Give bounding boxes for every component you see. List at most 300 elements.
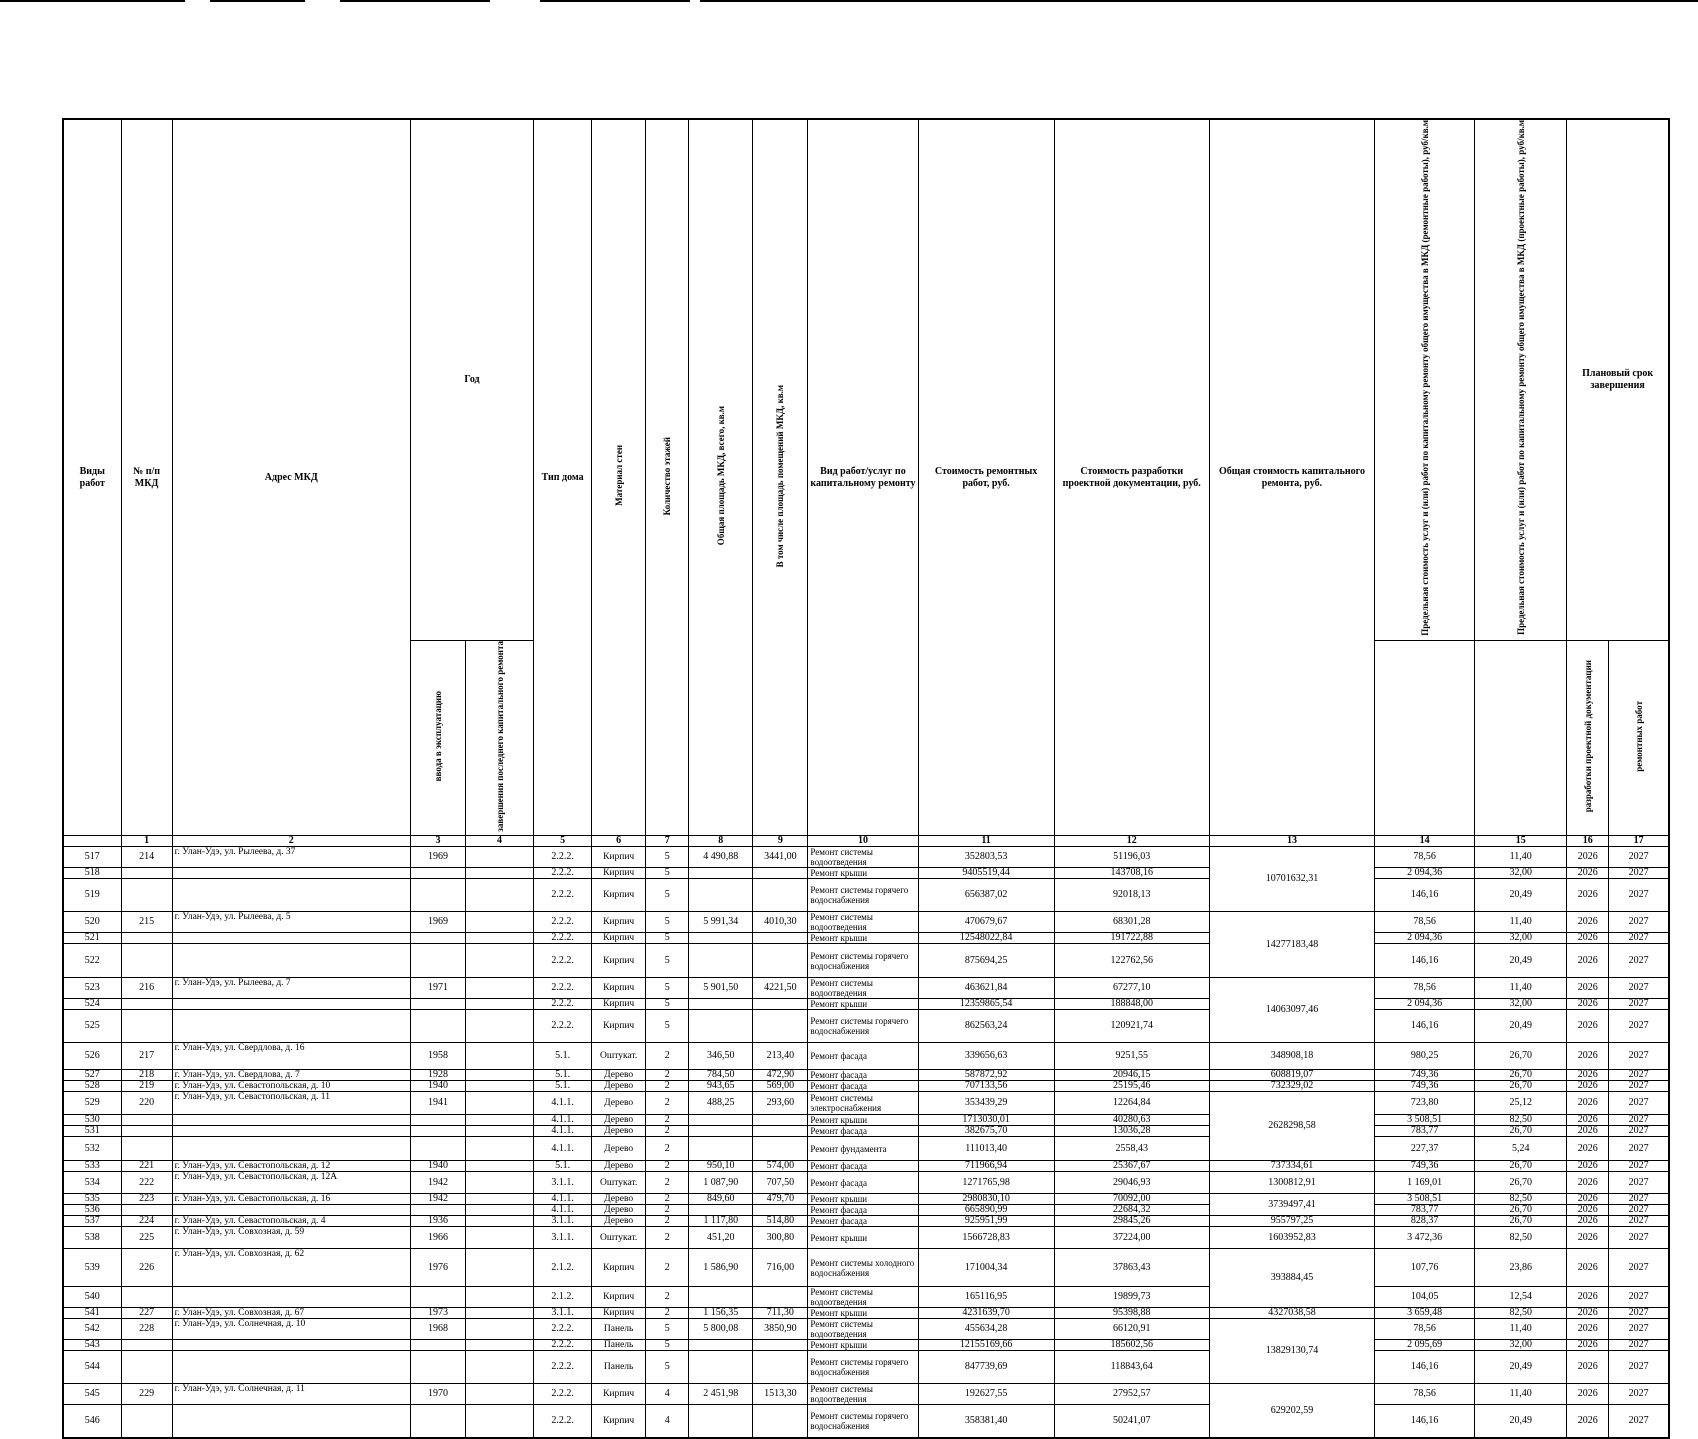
cell-repair-cost: 12359865,54	[918, 999, 1054, 1010]
cell-address: г. Улан-Удэ, ул. Севастопольская, д. 11	[172, 1092, 410, 1115]
cell-address	[172, 1126, 410, 1137]
cell-total-cost: 955797,25	[1209, 1216, 1374, 1227]
cell-mkd-number	[121, 1287, 172, 1308]
cell-house-type: 3.1.1.	[534, 1172, 592, 1194]
cell-work-id: 525	[63, 1010, 121, 1043]
cell-repair-cost: 382675,70	[918, 1126, 1054, 1137]
cell-repair-cost: 707133,56	[918, 1081, 1054, 1092]
cell-term-repair: 2027	[1609, 1137, 1669, 1161]
cell-premises-area: 472,90	[753, 1070, 808, 1081]
cell-mkd-number	[121, 1351, 172, 1384]
cell-work-id: 543	[63, 1340, 121, 1351]
cell-limit-design: 20,49	[1475, 1351, 1567, 1384]
cell-design-cost: 120921,74	[1054, 1010, 1209, 1043]
cell-design-cost: 19899,73	[1054, 1287, 1209, 1308]
cell-floors: 2	[646, 1249, 689, 1287]
table-row	[63, 868, 1669, 879]
table-row	[63, 999, 1669, 1010]
cell-work-kind: Ремонт крыши	[808, 1115, 918, 1126]
cell-term-repair: 2027	[1609, 1405, 1669, 1438]
cell-work-id: 532	[63, 1137, 121, 1161]
cell-year-last-repair	[465, 944, 533, 978]
cell-limit-repair: 3 472,36	[1375, 1227, 1475, 1249]
cell-term-repair: 2027	[1609, 1216, 1669, 1227]
cell-total-cost: 14277183,48	[1209, 912, 1374, 978]
cell-wall-material: Дерево	[592, 1126, 646, 1137]
cell-work-id: 544	[63, 1351, 121, 1384]
cell-work-id: 545	[63, 1384, 121, 1405]
cell-work-id: 527	[63, 1070, 121, 1081]
cell-total-area	[689, 1115, 753, 1126]
cell-year-last-repair	[465, 1216, 533, 1227]
cell-repair-cost: 711966,94	[918, 1161, 1054, 1172]
cell-premises-area	[753, 1351, 808, 1384]
cell-address	[172, 1010, 410, 1043]
cell-year-last-repair	[465, 1043, 533, 1070]
cell-year-last-repair	[465, 978, 533, 999]
cell-limit-repair: 78,56	[1375, 978, 1475, 999]
cell-floors: 2	[646, 1227, 689, 1249]
cell-premises-area	[753, 1126, 808, 1137]
table-body	[63, 847, 1669, 1438]
table-row	[63, 847, 1669, 868]
cell-term-repair: 2027	[1609, 1287, 1669, 1308]
cell-premises-area: 716,00	[753, 1249, 808, 1287]
cell-design-cost: 20946,15	[1054, 1070, 1209, 1081]
cell-mkd-number: 220	[121, 1092, 172, 1115]
cell-term-design: 2026	[1567, 912, 1609, 933]
cell-limit-design: 5,24	[1475, 1137, 1567, 1161]
cell-mkd-number: 215	[121, 912, 172, 933]
cell-mkd-number	[121, 1115, 172, 1126]
cell-year-last-repair	[465, 1249, 533, 1287]
column-number: 13	[1209, 836, 1374, 847]
cell-term-design: 2026	[1567, 933, 1609, 944]
cell-mkd-number: 219	[121, 1081, 172, 1092]
table-row	[63, 912, 1669, 933]
cell-premises-area: 3441,00	[753, 847, 808, 868]
cell-repair-cost: 470679,67	[918, 912, 1054, 933]
cell-year-built: 1971	[410, 978, 465, 999]
cell-term-repair: 2027	[1609, 978, 1669, 999]
cell-address	[172, 1351, 410, 1384]
cell-mkd-number	[121, 1205, 172, 1216]
cell-premises-area: 1513,30	[753, 1384, 808, 1405]
cell-work-id: 533	[63, 1161, 121, 1172]
cell-term-design: 2026	[1567, 1010, 1609, 1043]
cell-floors: 2	[646, 1172, 689, 1194]
cell-total-area	[689, 1010, 753, 1043]
cell-address: г. Улан-Удэ, ул. Свердлова, д. 16	[172, 1043, 410, 1070]
cell-term-design: 2026	[1567, 1172, 1609, 1194]
cell-total-area	[689, 944, 753, 978]
cell-premises-area: 3850,90	[753, 1319, 808, 1340]
cell-address	[172, 999, 410, 1010]
cell-floors: 2	[646, 1194, 689, 1205]
cell-year-last-repair	[465, 847, 533, 868]
cell-address: г. Улан-Удэ, ул. Солнечная, д. 11	[172, 1384, 410, 1405]
cell-year-built	[410, 1287, 465, 1308]
cell-design-cost: 191722,88	[1054, 933, 1209, 944]
cell-mkd-number: 223	[121, 1194, 172, 1205]
cell-work-kind: Ремонт системы горячего водоснабжения	[808, 1405, 918, 1438]
cell-work-id: 520	[63, 912, 121, 933]
cell-design-cost: 185602,56	[1054, 1340, 1209, 1351]
cell-repair-cost: 665890,99	[918, 1205, 1054, 1216]
cell-repair-cost: 353439,29	[918, 1092, 1054, 1115]
column-number: 12	[1054, 836, 1209, 847]
cell-house-type: 2.2.2.	[534, 944, 592, 978]
cell-term-design: 2026	[1567, 1092, 1609, 1115]
cell-house-type: 2.2.2.	[534, 1384, 592, 1405]
cell-work-id: 530	[63, 1115, 121, 1126]
cell-year-built	[410, 1126, 465, 1137]
cell-mkd-number: 225	[121, 1227, 172, 1249]
cell-floors: 2	[646, 1092, 689, 1115]
cell-premises-area: 479,70	[753, 1194, 808, 1205]
cell-limit-repair: 107,76	[1375, 1249, 1475, 1287]
cell-year-built: 1942	[410, 1194, 465, 1205]
cell-design-cost: 40280,63	[1054, 1115, 1209, 1126]
cell-total-cost: 629202,59	[1209, 1384, 1374, 1438]
cell-limit-repair: 2 094,36	[1375, 933, 1475, 944]
cell-premises-area	[753, 879, 808, 912]
cell-wall-material: Оштукат.	[592, 1172, 646, 1194]
cell-limit-design: 32,00	[1475, 1340, 1567, 1351]
cell-repair-cost: 192627,55	[918, 1384, 1054, 1405]
cell-repair-cost: 847739,69	[918, 1351, 1054, 1384]
table-row	[63, 1205, 1669, 1216]
cell-house-type: 2.2.2.	[534, 933, 592, 944]
cell-repair-cost: 2980830,10	[918, 1194, 1054, 1205]
cell-limit-design: 26,70	[1475, 1161, 1567, 1172]
cell-work-id: 536	[63, 1205, 121, 1216]
cell-term-design: 2026	[1567, 868, 1609, 879]
cell-work-id: 522	[63, 944, 121, 978]
cell-wall-material: Кирпич	[592, 1287, 646, 1308]
cell-repair-cost: 111013,40	[918, 1137, 1054, 1161]
header-floors: Количество этажей	[662, 436, 673, 515]
cell-wall-material: Кирпич	[592, 944, 646, 978]
cell-wall-material: Кирпич	[592, 879, 646, 912]
cell-term-design: 2026	[1567, 999, 1609, 1010]
cell-mkd-number	[121, 1340, 172, 1351]
cell-repair-cost: 1713030,01	[918, 1115, 1054, 1126]
cell-mkd-number	[121, 1405, 172, 1438]
cell-term-design: 2026	[1567, 1249, 1609, 1287]
cell-premises-area	[753, 1137, 808, 1161]
cell-repair-cost: 862563,24	[918, 1010, 1054, 1043]
cell-design-cost: 51196,03	[1054, 847, 1209, 868]
cell-work-id: 534	[63, 1172, 121, 1194]
table-row	[63, 1308, 1669, 1319]
cell-work-kind: Ремонт крыши	[808, 1308, 918, 1319]
cell-work-id: 539	[63, 1249, 121, 1287]
cell-repair-cost: 339656,63	[918, 1043, 1054, 1070]
cell-house-type: 2.1.2.	[534, 1249, 592, 1287]
cell-total-area	[689, 1126, 753, 1137]
cell-floors: 2	[646, 1070, 689, 1081]
cell-year-built	[410, 1010, 465, 1043]
cell-term-repair: 2027	[1609, 1351, 1669, 1384]
cell-total-cost: 608819,07	[1209, 1070, 1374, 1081]
cell-total-area: 5 800,08	[689, 1319, 753, 1340]
column-number: 4	[465, 836, 533, 847]
cell-design-cost: 9251,55	[1054, 1043, 1209, 1070]
cell-term-repair: 2027	[1609, 1308, 1669, 1319]
cell-term-repair: 2027	[1609, 1070, 1669, 1081]
cell-limit-design: 11,40	[1475, 978, 1567, 999]
column-number: 11	[918, 836, 1054, 847]
column-number: 10	[808, 836, 918, 847]
header-address: Адрес МКД	[172, 119, 410, 836]
header-repair-cost: Стоимость ремонтных работ, руб.	[918, 119, 1054, 836]
cell-work-id: 535	[63, 1194, 121, 1205]
cell-work-id: 538	[63, 1227, 121, 1249]
cell-work-kind: Ремонт фасада	[808, 1161, 918, 1172]
column-number: 6	[592, 836, 646, 847]
column-number: 14	[1375, 836, 1475, 847]
cell-wall-material: Дерево	[592, 1194, 646, 1205]
cell-total-area: 488,25	[689, 1092, 753, 1115]
cell-premises-area	[753, 1205, 808, 1216]
cell-year-built: 1968	[410, 1319, 465, 1340]
cell-house-type: 2.2.2.	[534, 1351, 592, 1384]
cell-limit-repair: 227,37	[1375, 1137, 1475, 1161]
table-row	[63, 1249, 1669, 1287]
header-limit-design-blank	[1475, 640, 1567, 836]
cell-limit-design: 32,00	[1475, 999, 1567, 1010]
cell-premises-area: 4221,50	[753, 978, 808, 999]
header-term-design: разработки проектной документации	[1582, 659, 1593, 813]
cell-limit-repair: 749,36	[1375, 1161, 1475, 1172]
cell-floors: 2	[646, 1205, 689, 1216]
cell-total-area	[689, 1405, 753, 1438]
cell-repair-cost: 358381,40	[918, 1405, 1054, 1438]
cell-work-kind: Ремонт фасада	[808, 1070, 918, 1081]
header-limit-repair-blank	[1375, 640, 1475, 836]
cell-floors: 5	[646, 999, 689, 1010]
cell-limit-repair: 146,16	[1375, 1351, 1475, 1384]
cell-wall-material: Кирпич	[592, 1308, 646, 1319]
cell-house-type: 2.2.2.	[534, 978, 592, 999]
cell-work-kind: Ремонт системы водоотведения	[808, 978, 918, 999]
cell-design-cost: 25195,46	[1054, 1081, 1209, 1092]
cell-floors: 4	[646, 1384, 689, 1405]
cell-design-cost: 13036,28	[1054, 1126, 1209, 1137]
cell-total-cost: 14063097,46	[1209, 978, 1374, 1043]
cell-term-repair: 2027	[1609, 1081, 1669, 1092]
cell-address: г. Улан-Удэ, ул. Севастопольская, д. 12	[172, 1161, 410, 1172]
cell-wall-material: Кирпич	[592, 1384, 646, 1405]
cell-total-area	[689, 1340, 753, 1351]
cell-house-type: 3.1.1.	[534, 1227, 592, 1249]
cell-mkd-number	[121, 879, 172, 912]
cell-year-last-repair	[465, 1092, 533, 1115]
repair-schedule-table	[62, 118, 1670, 1439]
column-number: 8	[689, 836, 753, 847]
table-row	[63, 1405, 1669, 1438]
cell-wall-material: Панель	[592, 1340, 646, 1351]
cell-premises-area	[753, 933, 808, 944]
header-wall-material: Материал стен	[613, 445, 624, 507]
cell-year-last-repair	[465, 1172, 533, 1194]
cell-house-type: 4.1.1.	[534, 1205, 592, 1216]
cell-wall-material: Кирпич	[592, 978, 646, 999]
cell-repair-cost: 925951,99	[918, 1216, 1054, 1227]
cell-design-cost: 66120,91	[1054, 1319, 1209, 1340]
cell-work-kind: Ремонт фундамента	[808, 1137, 918, 1161]
cell-year-built: 1976	[410, 1249, 465, 1287]
column-number	[63, 836, 121, 847]
cell-house-type: 2.2.2.	[534, 879, 592, 912]
cell-total-area: 5 991,34	[689, 912, 753, 933]
cell-house-type: 3.1.1.	[534, 1216, 592, 1227]
cell-work-kind: Ремонт системы горячего водоснабжения	[808, 1010, 918, 1043]
cell-limit-design: 32,00	[1475, 933, 1567, 944]
column-number: 5	[534, 836, 592, 847]
header-year-commissioning: ввода в эксплуатацию	[432, 690, 443, 782]
cell-year-built	[410, 1115, 465, 1126]
cell-wall-material: Оштукат.	[592, 1043, 646, 1070]
cell-term-design: 2026	[1567, 1340, 1609, 1351]
cell-total-area	[689, 879, 753, 912]
cell-year-last-repair	[465, 1351, 533, 1384]
cell-year-last-repair	[465, 1126, 533, 1137]
cell-wall-material: Дерево	[592, 1070, 646, 1081]
table-row	[63, 1340, 1669, 1351]
cell-year-built: 1942	[410, 1172, 465, 1194]
cell-total-cost: 3739497,41	[1209, 1194, 1374, 1216]
cell-year-built: 1936	[410, 1216, 465, 1227]
cell-wall-material: Кирпич	[592, 933, 646, 944]
cell-house-type: 5.1.	[534, 1161, 592, 1172]
cell-address	[172, 944, 410, 978]
cell-term-design: 2026	[1567, 879, 1609, 912]
cell-work-kind: Ремонт системы водоотведения	[808, 1287, 918, 1308]
cell-total-area: 346,50	[689, 1043, 753, 1070]
cell-wall-material: Кирпич	[592, 999, 646, 1010]
cell-total-area: 784,50	[689, 1070, 753, 1081]
cell-design-cost: 188848,00	[1054, 999, 1209, 1010]
cell-limit-design: 11,40	[1475, 1319, 1567, 1340]
cell-house-type: 5.1.	[534, 1081, 592, 1092]
cell-design-cost: 29845,26	[1054, 1216, 1209, 1227]
cell-limit-design: 20,49	[1475, 879, 1567, 912]
cell-term-design: 2026	[1567, 1308, 1609, 1319]
cell-design-cost: 29046,93	[1054, 1172, 1209, 1194]
cell-premises-area	[753, 1287, 808, 1308]
cell-term-design: 2026	[1567, 1205, 1609, 1216]
header-premises-area: В том числе площадь помещений МКД, кв.м	[775, 384, 786, 567]
cell-floors: 2	[646, 1137, 689, 1161]
cell-premises-area	[753, 999, 808, 1010]
cell-limit-design: 82,50	[1475, 1308, 1567, 1319]
cell-term-repair: 2027	[1609, 1126, 1669, 1137]
cell-term-repair: 2027	[1609, 1115, 1669, 1126]
cell-work-kind: Ремонт системы водоотведения	[808, 847, 918, 868]
cell-term-design: 2026	[1567, 1319, 1609, 1340]
column-number: 16	[1567, 836, 1609, 847]
cell-limit-design: 11,40	[1475, 912, 1567, 933]
cell-house-type: 4.1.1.	[534, 1137, 592, 1161]
cell-term-design: 2026	[1567, 1043, 1609, 1070]
cell-work-id: 519	[63, 879, 121, 912]
cell-term-repair: 2027	[1609, 912, 1669, 933]
cell-work-kind: Ремонт фасада	[808, 1205, 918, 1216]
cell-address	[172, 879, 410, 912]
cell-work-id: 537	[63, 1216, 121, 1227]
cell-floors: 5	[646, 847, 689, 868]
cell-limit-design: 25,12	[1475, 1092, 1567, 1115]
cell-house-type: 2.2.2.	[534, 1010, 592, 1043]
cell-design-cost: 95398,88	[1054, 1308, 1209, 1319]
table-row	[63, 1070, 1669, 1081]
cell-term-repair: 2027	[1609, 1384, 1669, 1405]
cell-limit-repair: 749,36	[1375, 1070, 1475, 1081]
table-row	[63, 1161, 1669, 1172]
cell-mkd-number	[121, 944, 172, 978]
cell-term-repair: 2027	[1609, 847, 1669, 868]
cell-total-area: 451,20	[689, 1227, 753, 1249]
cell-repair-cost: 165116,95	[918, 1287, 1054, 1308]
cell-mkd-number: 221	[121, 1161, 172, 1172]
cell-year-built: 1928	[410, 1070, 465, 1081]
cell-house-type: 5.1.	[534, 1043, 592, 1070]
cell-address	[172, 1115, 410, 1126]
cell-repair-cost: 463621,84	[918, 978, 1054, 999]
cell-limit-repair: 1 169,01	[1375, 1172, 1475, 1194]
cell-term-design: 2026	[1567, 1161, 1609, 1172]
cell-wall-material: Дерево	[592, 1216, 646, 1227]
cell-wall-material: Кирпич	[592, 847, 646, 868]
cell-floors: 2	[646, 1126, 689, 1137]
table-row	[63, 1081, 1669, 1092]
cell-total-cost: 737334,61	[1209, 1161, 1374, 1172]
cell-floors: 5	[646, 944, 689, 978]
cell-limit-design: 82,50	[1475, 1194, 1567, 1205]
cell-term-design: 2026	[1567, 1081, 1609, 1092]
table-row	[63, 933, 1669, 944]
header-mkd-number: № п/п МКД	[121, 119, 172, 836]
cell-limit-design: 20,49	[1475, 1405, 1567, 1438]
cell-limit-design: 82,50	[1475, 1227, 1567, 1249]
cell-year-last-repair	[465, 1308, 533, 1319]
column-number: 17	[1609, 836, 1669, 847]
column-number: 7	[646, 836, 689, 847]
cell-mkd-number	[121, 1126, 172, 1137]
cell-premises-area	[753, 1115, 808, 1126]
cell-design-cost: 92018,13	[1054, 879, 1209, 912]
cell-mkd-number: 227	[121, 1308, 172, 1319]
header-total-area: Общая площадь МКД, всего, кв.м	[715, 406, 726, 546]
cell-floors: 2	[646, 1115, 689, 1126]
cell-limit-repair: 3 508,51	[1375, 1115, 1475, 1126]
cell-design-cost: 22684,32	[1054, 1205, 1209, 1216]
cell-house-type: 2.2.2.	[534, 1340, 592, 1351]
cell-floors: 2	[646, 1216, 689, 1227]
cell-mkd-number: 229	[121, 1384, 172, 1405]
cell-house-type: 4.1.1.	[534, 1126, 592, 1137]
cell-work-kind: Ремонт фасада	[808, 1081, 918, 1092]
cell-total-area: 1 156,35	[689, 1308, 753, 1319]
cell-house-type: 2.2.2.	[534, 847, 592, 868]
table-row	[63, 1319, 1669, 1340]
cell-premises-area: 293,60	[753, 1092, 808, 1115]
cell-address: г. Улан-Удэ, ул. Совхозная, д. 59	[172, 1227, 410, 1249]
cell-total-cost: 13829130,74	[1209, 1319, 1374, 1384]
table-row	[63, 1384, 1669, 1405]
